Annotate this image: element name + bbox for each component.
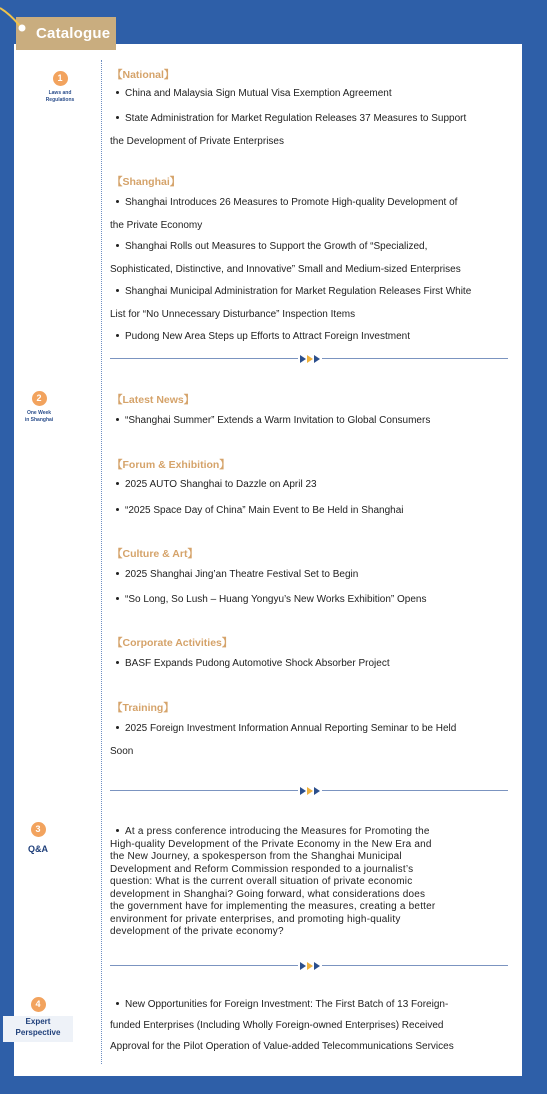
category-training: 【Training】 <box>112 702 174 714</box>
bullet-icon <box>116 572 119 575</box>
list-item[interactable]: 2025 Foreign Investment Information Annual Reporting Seminar to be Held Soon <box>110 723 457 757</box>
section-number: 3 <box>31 822 46 837</box>
bullet-icon <box>116 418 119 421</box>
category-latest-news: 【Latest News】 <box>112 394 195 406</box>
section-label: Q&A <box>28 844 48 854</box>
bullet-icon <box>116 508 119 511</box>
bullet-icon <box>116 116 119 119</box>
bullet-icon <box>116 1002 119 1005</box>
bullet-icon <box>116 289 119 292</box>
section-number: 4 <box>31 997 46 1012</box>
category-forum-exhibition: 【Forum & Exhibition】 <box>112 459 230 471</box>
section-divider <box>110 354 508 364</box>
category-corporate-activities: 【Corporate Activities】 <box>112 637 233 649</box>
bullet-icon <box>116 91 119 94</box>
bullet-icon <box>116 334 119 337</box>
catalogue-header: Catalogue <box>16 17 116 50</box>
section-2-marker[interactable] <box>4 391 74 424</box>
bullet-icon <box>116 244 119 247</box>
bullet-icon <box>116 829 119 832</box>
section-label: Expert <box>3 1016 73 1027</box>
arrow-divider-icon <box>298 961 322 971</box>
section-4-marker[interactable] <box>3 997 73 1042</box>
section-label: Laws and <box>48 90 72 96</box>
list-item[interactable]: “Shanghai Summer” Extends a Warm Invitation to Global Consumers <box>110 410 510 433</box>
section-number: 1 <box>53 71 68 86</box>
list-item[interactable]: Shanghai Introduces 26 Measures to Promote High-quality Development of the Private Economy <box>110 197 458 231</box>
section-label: Perspective <box>3 1027 73 1042</box>
bullet-icon <box>116 726 119 729</box>
list-item[interactable]: “2025 Space Day of China” Main Event to Be Held in Shanghai <box>110 500 510 523</box>
list-item[interactable]: Shanghai Municipal Administration for Market Regulation Releases First White List for “No Unnecessary Disturbance” Inspection Items <box>110 286 472 320</box>
category-shanghai: 【Shanghai】 <box>112 176 181 188</box>
section-label: One Week <box>26 410 52 416</box>
expert-item[interactable]: New Opportunities for Foreign Investment: The First Batch of 13 Foreign- funded Enterprises (Including Wholly Foreign-owned Enterprises) Received Approval for the Pilot Operation of Value-added Telecommunications Services <box>110 999 454 1052</box>
section-1-marker[interactable] <box>25 71 95 104</box>
section-number: 2 <box>32 391 47 406</box>
list-item[interactable]: “So Long, So Lush – Huang Yongyu’s New Works Exhibition” Opens <box>110 589 510 612</box>
section-divider <box>110 961 508 971</box>
list-item[interactable]: Shanghai Rolls out Measures to Support the Growth of “Specialized, Sophisticated, Distinctive, and Innovative” Small and Medium-sized Enterprises <box>110 241 461 275</box>
list-item[interactable]: Pudong New Area Steps up Efforts to Attract Foreign Investment <box>110 326 510 349</box>
section-label: Regulations <box>45 97 75 103</box>
section-divider <box>110 786 508 796</box>
arrow-divider-icon <box>298 786 322 796</box>
bullet-icon <box>116 661 119 664</box>
list-item[interactable]: State Administration for Market Regulation Releases 37 Measures to Support the Development of Private Enterprises <box>110 113 467 147</box>
section-label: in Shanghai <box>24 417 54 423</box>
list-item[interactable]: 2025 Shanghai Jing’an Theatre Festival Set to Begin <box>110 564 510 587</box>
bullet-icon <box>116 597 119 600</box>
category-culture-art: 【Culture & Art】 <box>112 548 198 560</box>
section-3-marker[interactable] <box>3 822 73 858</box>
category-national: 【National】 <box>112 69 175 81</box>
bullet-icon <box>116 482 119 485</box>
bullet-icon <box>116 200 119 203</box>
arrow-divider-icon <box>298 354 322 364</box>
qa-item[interactable]: At a press conference introducing the Measures for Promoting the High-quality Development of the Private Economy in the New Era and the New Journey, a spokesperson from the Shanghai Municipal Development and Reform Commission responded to a journalist’s question: What is the current overall situation of private economic development in Shanghai? Going forward, what considerations does the government have for implementing the measures, creating a better environment for private enterprises, and promoting high-quality development of the private economy? <box>110 826 436 937</box>
list-item[interactable]: 2025 AUTO Shanghai to Dazzle on April 23 <box>110 474 510 497</box>
list-item[interactable]: China and Malaysia Sign Mutual Visa Exemption Agreement <box>110 83 510 106</box>
list-item[interactable]: BASF Expands Pudong Automotive Shock Absorber Project <box>110 653 510 676</box>
timeline-line <box>101 60 102 1064</box>
tab-accent-icon <box>0 0 30 40</box>
